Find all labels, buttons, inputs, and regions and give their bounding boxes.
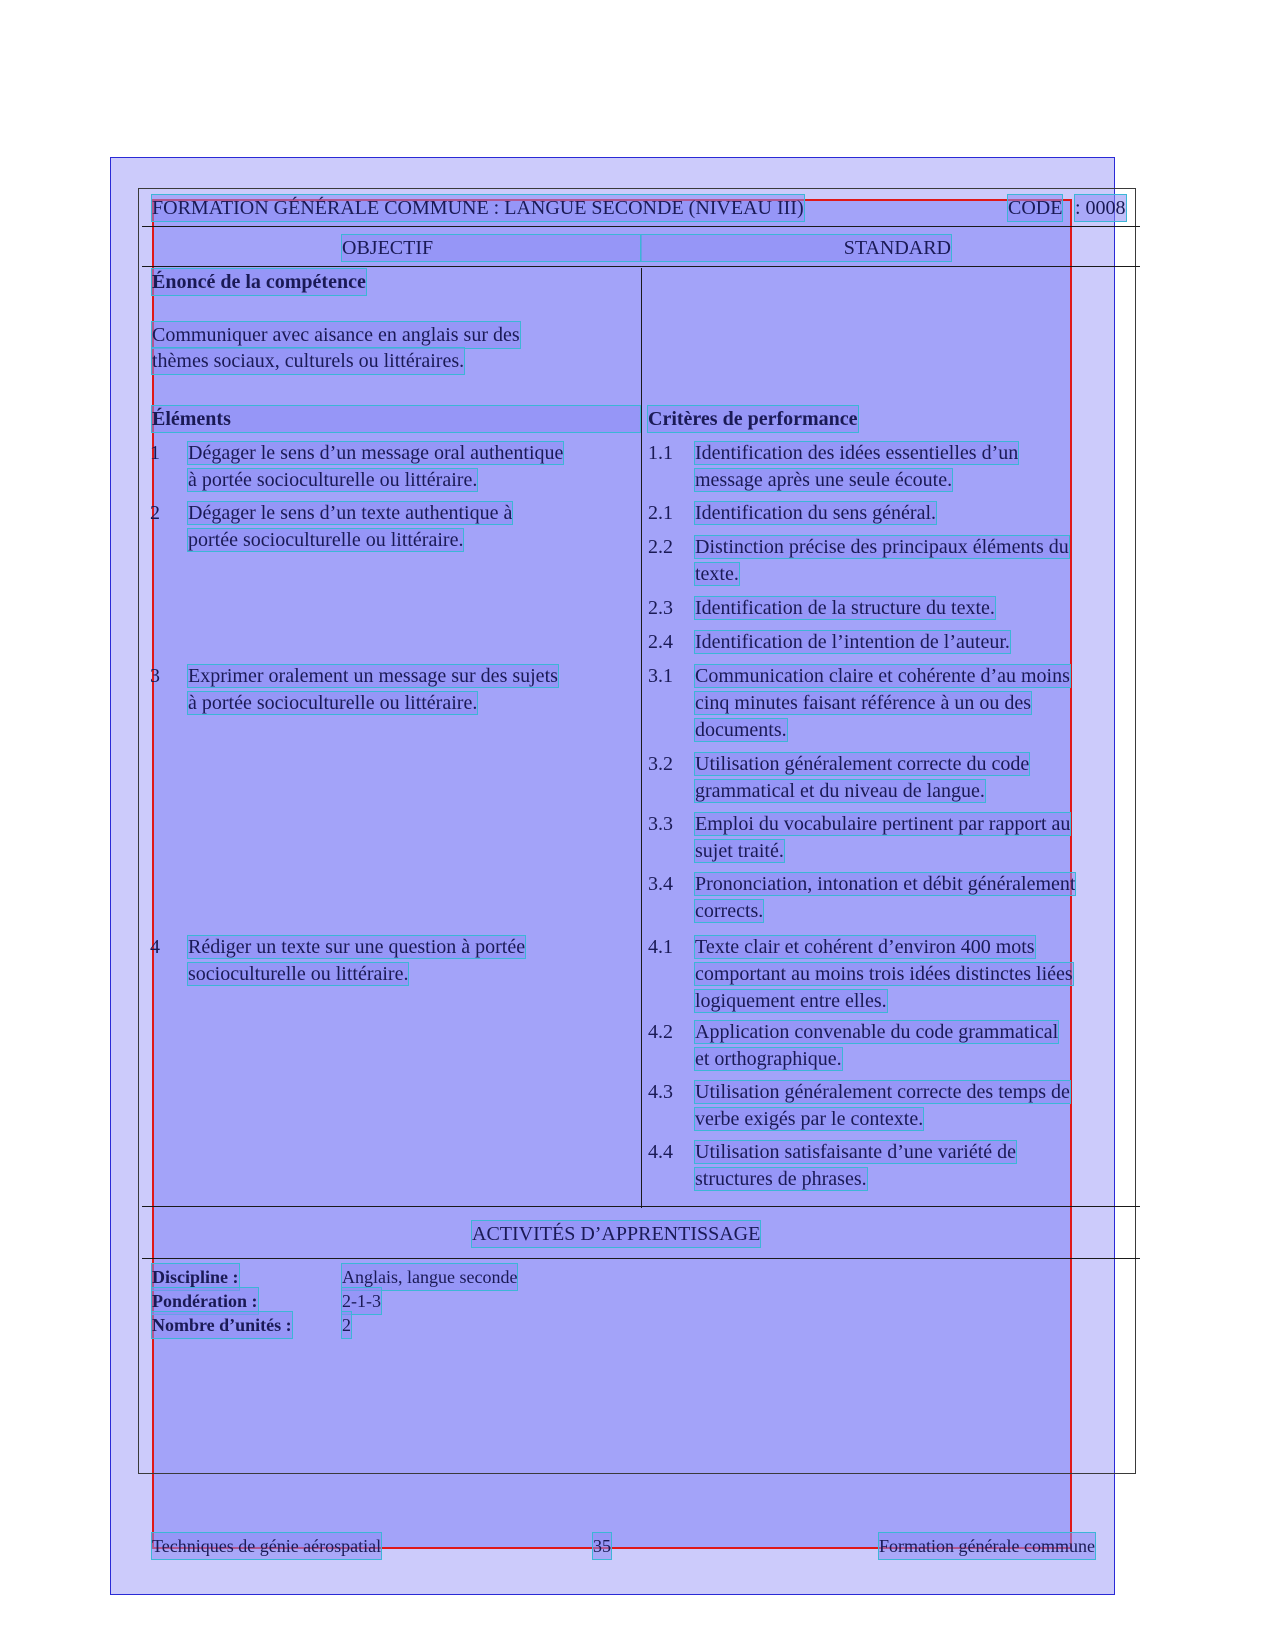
critere-number: 3.2 xyxy=(648,753,673,775)
critere-item-line: grammatical et du niveau de langue. xyxy=(695,780,985,802)
critere-item-line: Utilisation satisfaisante d’une variété de xyxy=(695,1141,1017,1163)
element-number: 3 xyxy=(150,665,160,687)
critere-item-line: Identification de l’intention de l’auteur. xyxy=(695,631,1010,653)
critere-item xyxy=(695,811,1070,865)
column-header-standard: STANDARD xyxy=(641,235,951,261)
critere-item-line: Identification des idées essentielles d’un xyxy=(695,442,1019,464)
criteres-heading: Critères de performance xyxy=(648,408,858,430)
critere-number: 4.3 xyxy=(648,1081,673,1103)
element-item-line: Exprimer oralement un message sur des sujets xyxy=(188,665,558,687)
critere-number: 3.4 xyxy=(648,873,673,895)
critere-item xyxy=(695,629,1010,656)
critere-item-line: Utilisation généralement correcte des temps de xyxy=(695,1081,1070,1103)
critere-item-line: Communication claire et cohérente d’au moins xyxy=(695,665,1070,687)
critere-item xyxy=(695,1079,1070,1133)
rule-under-activities xyxy=(142,1258,1140,1259)
activity-label: Nombre d’unités : xyxy=(152,1312,292,1338)
critere-item xyxy=(695,1019,1058,1073)
critere-item-line: et orthographique. xyxy=(695,1048,842,1070)
column-divider xyxy=(641,268,642,1208)
elements-heading: Éléments xyxy=(152,406,640,432)
enonce-heading: Énoncé de la compétence xyxy=(152,271,366,293)
code-value: : 0008 xyxy=(1075,197,1126,219)
critere-item xyxy=(695,534,1069,588)
critere-item-line: Prononciation, intonation et débit généralement xyxy=(695,873,1076,895)
critere-number: 2.2 xyxy=(648,536,673,558)
critere-item-line: documents. xyxy=(695,719,787,741)
activity-label: Pondération : xyxy=(152,1288,258,1314)
critere-item-line: Distinction précise des principaux éléments du xyxy=(695,536,1069,558)
element-item-line: à portée socioculturelle ou littéraire. xyxy=(188,469,478,491)
footer-program: Techniques de génie aérospatial xyxy=(152,1533,381,1559)
critere-item-line: cinq minutes faisant référence à un ou des xyxy=(695,692,1031,714)
critere-number: 2.3 xyxy=(648,597,673,619)
column-header-objectif: OBJECTIF xyxy=(342,235,641,261)
critere-item-line: comportant au moins trois idées distinctes liées xyxy=(695,963,1073,985)
critere-item-line: Identification de la structure du texte. xyxy=(695,597,995,619)
critere-item xyxy=(695,934,1073,1015)
critere-item-line: verbe exigés par le contexte. xyxy=(695,1108,924,1130)
rule-under-columns xyxy=(142,266,1140,267)
critere-item-line: message après une seule écoute. xyxy=(695,469,953,491)
critere-number: 3.1 xyxy=(648,665,673,687)
critere-item xyxy=(695,1139,1016,1193)
critere-item xyxy=(695,663,1070,744)
critere-item-line: structures de phrases. xyxy=(695,1168,867,1190)
critere-number: 4.2 xyxy=(648,1021,673,1043)
critere-item xyxy=(695,595,995,622)
critere-number: 1.1 xyxy=(648,442,673,464)
footer-section: Formation générale commune xyxy=(879,1533,1095,1559)
critere-number: 4.1 xyxy=(648,936,673,958)
code-label: CODE xyxy=(1008,197,1063,219)
critere-item-line: Utilisation généralement correcte du code xyxy=(695,753,1030,775)
activity-value: Anglais, langue seconde xyxy=(342,1264,517,1290)
rule-above-activities xyxy=(142,1206,1140,1207)
element-item xyxy=(188,500,512,554)
element-item xyxy=(188,663,558,717)
element-number: 4 xyxy=(150,936,160,958)
element-item-line: Rédiger un texte sur une question à portée xyxy=(188,936,526,958)
activity-value: 2 xyxy=(342,1312,351,1338)
critere-number: 4.4 xyxy=(648,1141,673,1163)
form-title: FORMATION GÉNÉRALE COMMUNE : LANGUE SECONDE (NIVEAU III) xyxy=(152,197,804,219)
critere-item-line: Application convenable du code grammatical xyxy=(695,1021,1059,1043)
critere-item xyxy=(695,751,1029,805)
critere-item xyxy=(695,871,1075,925)
critere-number: 2.1 xyxy=(648,502,673,524)
critere-item-line: Identification du sens général. xyxy=(695,502,937,524)
element-number: 2 xyxy=(150,502,160,524)
critere-number: 3.3 xyxy=(648,813,673,835)
critere-item xyxy=(695,500,936,527)
element-item xyxy=(188,440,563,494)
critere-item-line: Emploi du vocabulaire pertinent par rapport au xyxy=(695,813,1071,835)
element-item-line: portée socioculturelle ou littéraire. xyxy=(188,529,464,551)
rule-under-title xyxy=(142,226,1140,227)
enonce-line-1: Communiquer avec aisance en anglais sur des xyxy=(152,324,520,346)
enonce-line-2: thèmes sociaux, culturels ou littéraires. xyxy=(152,350,465,372)
element-item-line: Dégager le sens d’un texte authentique à xyxy=(188,502,513,524)
element-number: 1 xyxy=(150,442,160,464)
critere-item-line: logiquement entre elles. xyxy=(695,990,887,1012)
critere-number: 2.4 xyxy=(648,631,673,653)
element-item xyxy=(188,934,525,988)
activity-label: Discipline : xyxy=(152,1264,239,1290)
critere-item-line: corrects. xyxy=(695,900,764,922)
critere-item-line: Texte clair et cohérent d’environ 400 mots xyxy=(695,936,1035,958)
activity-value: 2-1-3 xyxy=(342,1288,381,1314)
element-item-line: Dégager le sens d’un message oral authentique xyxy=(188,442,564,464)
footer-page-number: 35 xyxy=(593,1533,611,1559)
element-item-line: socioculturelle ou littéraire. xyxy=(188,963,409,985)
critere-item-line: texte. xyxy=(695,563,739,585)
element-item-line: à portée socioculturelle ou littéraire. xyxy=(188,692,478,714)
critere-item xyxy=(695,440,1018,494)
critere-item-line: sujet traité. xyxy=(695,840,784,862)
activities-heading: ACTIVITÉS D’APPRENTISSAGE xyxy=(472,1223,761,1245)
